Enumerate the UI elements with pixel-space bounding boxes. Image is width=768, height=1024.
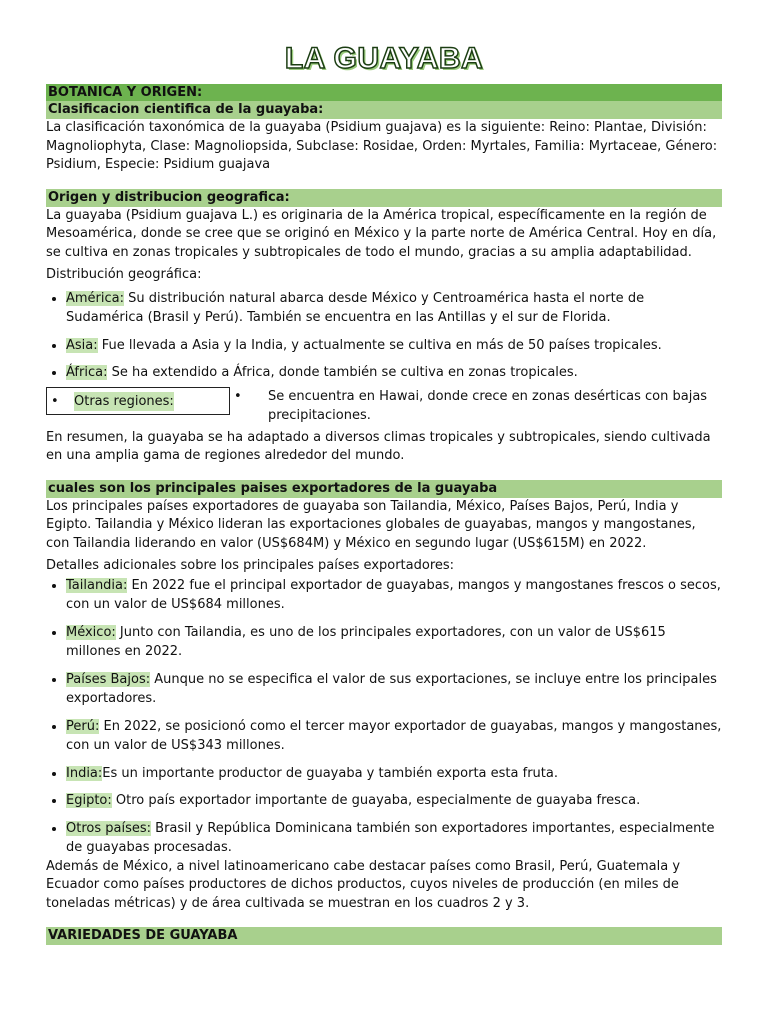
paragraph-origen: La guayaba (Psidium guajava L.) es originaria de la América tropical, específicamente en la región de Mesoamérica, donde se cree que se originó en México y la parte norte de América Central. Hoy en día, se cultiva en zonas tropicales y subtropicales de todo el mundo, gracias a su amplia adaptabilidad. [46,207,717,260]
other-regions-label: Otras regiones: [74,393,174,409]
list-item [66,717,722,756]
spacer [46,917,722,927]
distribucion-label: Distribución geográfica: [46,267,202,282]
subheading-origen: Origen y distribucion geografica: [46,189,722,207]
list-item [66,670,722,709]
item-label: Países Bajos: [66,671,151,687]
item-text: En 2022, se posicionó como el tercer mayor exportador de guayabas, mangos y mangostanes, con un valor de US$343 millones. [66,718,722,753]
item-label: Perú: [66,718,100,734]
exporters-list [46,576,722,858]
bullet-icon: • [234,388,242,404]
list-item [66,363,722,383]
list-item [66,791,722,811]
item-text: En 2022 fue el principal exportador de guayabas, mangos y mangostanes frescos o secos, con un valor de US$684 millones. [66,577,721,612]
item-text: Se ha extendido a África, donde también se cultiva en zonas tropicales. [107,365,578,380]
paragraph-clasificacion: La clasificación taxonómica de la guayaba (Psidium guajava) es la siguiente: Reino: Plantae, División: Magnoliophyta, Clase: Magnoliopsida, Subclase: Rosidae, Orden: Myrtales, Familia: Myrtaceae, Género: Psidium, Especie: Psidium guajava [46,120,718,172]
spacer [46,179,722,189]
list-item [66,764,722,784]
item-text: Fue llevada a Asia y la India, y actualmente se cultiva en más de 50 países tropicales. [97,337,662,353]
subheading-variedades: VARIEDADES DE GUAYABA [46,927,722,945]
document-page [46,40,722,945]
other-regions-text: Se encuentra en Hawai, donde crece en zonas desérticas con bajas precipitaciones. [268,388,708,423]
details-label: Detalles adicionales sobre los principales países exportadores: [46,558,455,573]
spacer [46,470,722,480]
item-label: India: [66,765,103,781]
document-title: LA GUAYABA [284,42,484,75]
list-item [66,576,722,615]
paragraph-closing: Además de México, a nivel latinoamericano cabe destacar países como Brasil, Perú, Guatemala y Ecuador como países productores de dichos productos, cuyos niveles de producción (en miles de toneladas métricas) y de área cultivada se muestran en los cuadros 2 y 3. [46,858,681,911]
bullet-icon: • [51,393,59,409]
item-label: México: [66,624,116,640]
item-text: Es un importante productor de guayaba y también exporta esta fruta. [102,765,558,781]
item-label: Otros países: [66,820,152,836]
list-item [66,623,722,662]
item-label: Asia: [66,337,98,353]
list-item [66,819,722,858]
item-text: Su distribución natural abarca desde México y Centroamérica hasta el norte de Sudamérica (Brasil y Perú). También se encuentra en las Antillas y el sur de Florida. [66,290,645,325]
other-regions-row [46,387,722,429]
list-item [66,336,722,356]
section-heading-botanica: BOTANICA Y ORIGEN: [46,84,722,101]
item-text: Aunque no se especifica el valor de sus exportaciones, se incluye entre los principales exportadores. [66,671,717,706]
other-regions-description [234,387,722,426]
subheading-clasificacion: Clasificacion cientifica de la guayaba: [46,101,722,119]
item-label: Egipto: [66,793,112,808]
list-item [66,289,722,328]
item-text: Otro país exportador importante de guayaba, especialmente de guayaba fresca. [111,793,641,808]
item-text: Junto con Tailandia, es uno de los principales exportadores, con un valor de US$615 millones en 2022. [66,624,666,659]
other-regions-box [46,387,230,415]
item-label: Tailandia: [66,577,128,593]
distribution-list [46,289,722,383]
item-label: América: [66,290,125,306]
subheading-exportadores: cuales son los principales paises exportadores de la guayaba [46,480,722,498]
paragraph-exportadores: Los principales países exportadores de guayaba son Tailandia, México, Países Bajos, Perú, India y Egipto. Tailandia y México lideran las exportaciones globales de guayabas, mangos y mangostanes, con Tailandia liderando en valor (US$684M) y México en segundo lugar (US$615M) en 2022. [46,498,696,551]
item-label: África: [66,365,108,380]
paragraph-resumen: En resumen, la guayaba se ha adaptado a diversos climas tropicales y subtropicales, siendo cultivada en una amplia gama de regiones alrededor del mundo. [46,429,711,463]
item-text: Brasil y República Dominicana también son exportadores importantes, especialmente de guayabas procesadas. [66,820,715,855]
